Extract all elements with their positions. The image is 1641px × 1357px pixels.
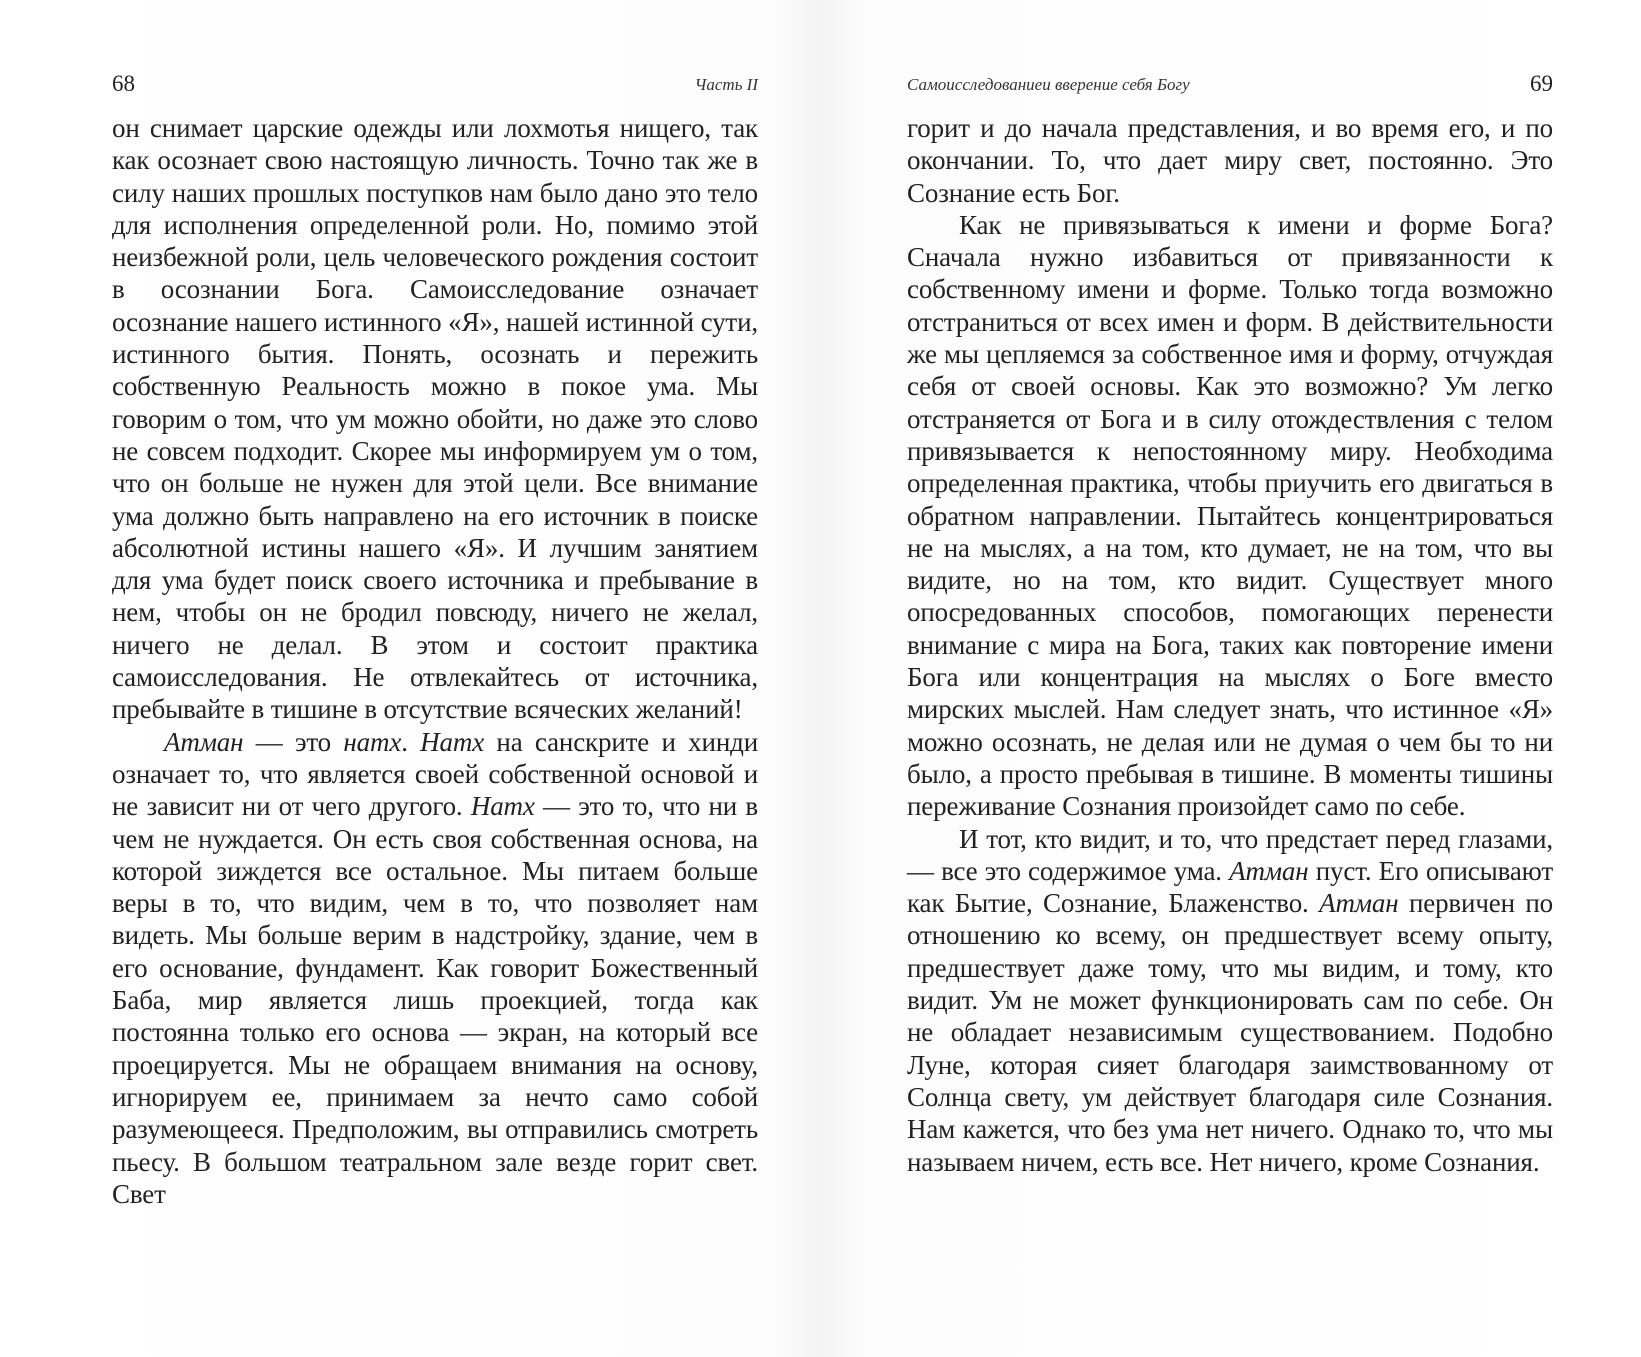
- text-run: .: [401, 726, 421, 757]
- left-page-number: 68: [112, 71, 135, 96]
- right-page: [907, 0, 1553, 1357]
- italic-term: натх: [343, 726, 402, 757]
- text-run: он снимает царские одежды или лохмотья нищего, так как осознает свою настоящую личность. Точно так же в силу наших прошлых поступков нам было дано это тело для исполнения определенной роли. Но, помимо этой неизбежной роли, цель человеческого рождения состоит в осознании Бога. Самоисследование означает осознание нашего истинного «Я», нашей истинной сути, истинного бытия. Понять, осознать и пережить собственную Реальность можно в покое ума. Мы говорим о том, что ум можно обойти, но даже это слово не совсем подходит. Скорее мы информируем ум о том, что он больше не нужен для этой цели. Все внимание ума должно быть направлено на его источник в поиске абсолютной истины нашего «Я». И лучшим занятием для ума будет поиск своего источника и пребывание в нем, чтобы он не бродил повсюду, ничего не желал, ничего не делал. В этом и состоит практика самоисследования. Не отвлекайтесь от источника, пребывайте в тишине в отсутствие всяческих желаний!: [112, 113, 758, 725]
- text-run: горит и до начала представления, и во время его, и по окончании. То, что дает миру свет, постоянно. Это Сознание есть Бог.: [907, 113, 1553, 208]
- right-page-body: [907, 112, 1553, 1178]
- paragraph: [907, 209, 1553, 823]
- italic-term: Атман: [1229, 855, 1309, 886]
- text-run: первичен по отношению ко всему, он предшествует всему опыту, предшествует даже тому, что мы видим, и тому, кто видит. Ум не может функционировать сам по себе. Он не обладает независимым существованием. Подобно Луне, которая сияет благодаря заимствованному от Солнца свету, ум действует благодаря силе Сознания. Нам кажется, что без ума нет ничего. Однако то, что мы называем ничем, есть все. Нет ничего, кроме Сознания.: [907, 888, 1553, 1177]
- right-page-header: [907, 68, 1553, 100]
- text-run: на санскрите и хинди означает то, что является своей собственной основой и не зависит ни от чего другого.: [112, 726, 758, 822]
- italic-term: Атман: [164, 726, 244, 757]
- paragraph: [907, 823, 1553, 1178]
- text-run: — это: [243, 726, 344, 757]
- right-running-head: Самоисследованиеи вверение себя Богу: [907, 75, 1190, 94]
- italic-term: Атман: [1319, 888, 1399, 919]
- paragraph: [907, 112, 1553, 209]
- left-running-head: Часть II: [694, 75, 758, 94]
- text-run: — это то, что ни в чем не нуждается. Он есть своя собственная основа, на которой зиждется все остальное. Мы питаем больше веры в то, что видим, чем в то, что позволяет нам видеть. Мы больше верим в надстройку, здание, чем в его основание, фундамент. Как говорит Божественный Баба, мир является лишь проекцией, тогда как постоянна только его основа — экран, на который все проецируется. Мы не обращаем внимания на основу, игнорируем ее, принимаем за нечто само собой разумеющееся. Предположим, вы отправились смотреть пьесу. В большом театральном зале везде горит свет. Свет: [112, 791, 759, 1209]
- italic-term: Натх: [470, 791, 535, 822]
- paragraph: [112, 726, 758, 1210]
- text-run: пуст. Его описывают как Бытие, Сознание, Блаженство.: [907, 855, 1553, 919]
- italic-term: Натх: [420, 726, 485, 757]
- paragraph: [112, 112, 758, 726]
- text-run: Как не привязываться к имени и форме Бога? Сначала нужно избавиться от привязанности к собственному имени и форме. Только тогда возможно отстраниться от всех имен и форм. В действительности же мы цепляемся за собственное имя и форму, отчуждая себя от своей основы. Как это возможно? Ум легко отстраняется от Бога и в силу отождествления с телом привязывается к непостоянному миру. Необходима определенная практика, чтобы приучить его двигаться в обратном направлении. Пытайтесь концентрироваться не на мыслях, а на том, кто думает, не на том, что вы видите, но на том, кто видит. Существует много опосредованных способов, помогающих перенести внимание с мира на Бога, таких как повторение имени Бога или концентрация на мыслях о Боге вместо мирских мыслей. Нам следует знать, что истинное «Я» можно осознать, не делая или не думая о чем бы то ни было, а просто пребывая в тишине. В моменты тишины переживание Сознания произойдет само по себе.: [907, 209, 1553, 822]
- left-page-header: [112, 68, 758, 100]
- left-page: [112, 0, 758, 1357]
- text-run: И тот, кто видит, и то, что предстает перед глазами, — все это содержимое ума.: [907, 823, 1553, 886]
- right-page-number: 69: [1530, 71, 1553, 96]
- left-page-body: [112, 112, 758, 1210]
